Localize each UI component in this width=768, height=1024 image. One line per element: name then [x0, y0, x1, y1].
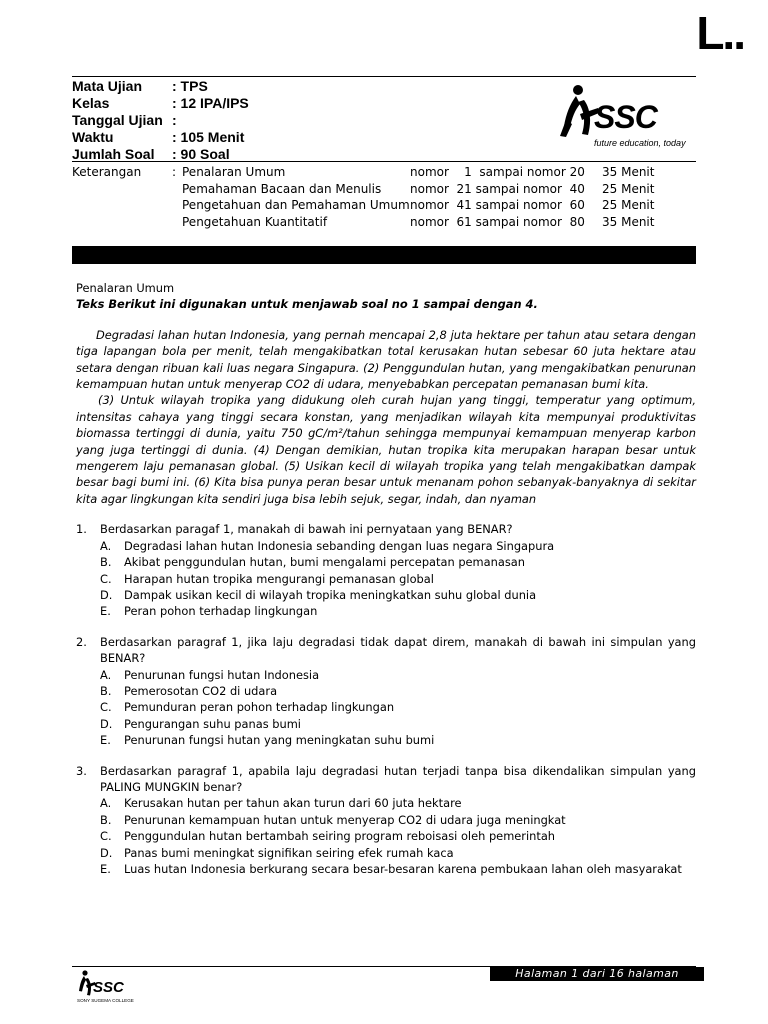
section-instruction: Teks Berikut ini digunakan untuk menjawab soal no 1 sampai dengan 4.	[76, 297, 538, 312]
keterangan-table	[72, 164, 696, 230]
option-text: Kerusakan hutan per tahun akan turun dari 60 juta hektare	[124, 796, 462, 811]
field-value: :	[172, 112, 177, 128]
option-text: Pengurangan suhu panas bumi	[124, 716, 301, 731]
option-text: Pemerosotan CO2 di udara	[124, 683, 278, 698]
svg-text:SSC: SSC	[594, 99, 657, 135]
option[interactable]	[76, 683, 696, 699]
footer-ssc-logo	[76, 968, 142, 1004]
option-text: Penurunan fungsi hutan yang meningkatan suhu bumi	[124, 733, 435, 748]
ssc-logo	[556, 80, 696, 150]
keterangan-time: 25 Menit	[602, 181, 655, 196]
option-text: Akibat penggundulan hutan, bumi mengalami percepatan pemanasan	[124, 555, 525, 570]
field-value: : 12 IPA/IPS	[172, 95, 249, 111]
option-letter: C.	[100, 700, 112, 715]
keterangan-range: nomor 21 sampai nomor 40	[410, 181, 585, 196]
option[interactable]	[76, 587, 696, 603]
keterangan-row	[72, 197, 696, 214]
question-text: Berdasarkan paragraf 1, apabila laju degradasi hutan terjadi tanpa bisa dikendalikan simpulan yang PALING MUNGKIN benar?	[100, 763, 696, 794]
option-letter: C.	[100, 571, 112, 586]
question-number: 1.	[76, 522, 87, 537]
svg-text:SSC: SSC	[93, 979, 124, 996]
question	[76, 521, 696, 619]
option[interactable]	[76, 538, 696, 554]
option-text: Harapan hutan tropika mengurangi pemanasan global	[124, 571, 434, 586]
keterangan-range: nomor 41 sampai nomor 60	[410, 198, 585, 212]
field-value: : 90 Soal	[172, 146, 230, 162]
exam-info-row	[72, 112, 372, 129]
keterangan-subject: Pengetahuan dan Pemahaman Umum	[182, 198, 410, 212]
keterangan-row	[72, 181, 696, 198]
option-text: Degradasi lahan hutan Indonesia sebanding dengan luas negara Singapura	[124, 538, 555, 553]
passage-paragraph: (3) Untuk wilayah tropika yang didukung oleh curah hujan yang tinggi, temperatur yang optimum, intensitas cahaya yang tinggi secara konstan, yang menjadikan wilayah kita mempunyai produktivitas biomassa tertinggi di dunia, yaitu 750 gC/m²/tahun sehingga mempunyai kemampuan menyerap karbon yang juga tertinggi di dunia. (4) Dengan demikian, hutan tropika kita merupakan harapan besar untuk mengerem laju pemanasan global. (5) Usikan kecil di wilayah tropika yang telah mengakibatkan dampak besar bagi bumi ini. (6) Kita bisa punya peran besar untuk menanam pohon sebanyak-banyaknya di sekitar kita agar lingkungan kita sendiri juga bisa lebih sejuk, segar, indah, dan nyaman	[76, 393, 696, 506]
option-letter: A.	[100, 796, 112, 811]
keterangan-range: nomor 61 sampai nomor 80	[410, 214, 585, 229]
section-title: Penalaran Umum	[76, 281, 175, 295]
option[interactable]	[76, 732, 696, 748]
option[interactable]	[76, 699, 696, 715]
option-text: Dampak usikan kecil di wilayah tropika meningkatkan suhu global dunia	[124, 587, 537, 602]
field-label: Mata Ujian	[72, 78, 143, 94]
question	[76, 763, 696, 878]
option-letter: D.	[100, 587, 113, 602]
option[interactable]	[76, 571, 696, 587]
field-value: : 105 Menit	[172, 129, 245, 145]
top-rule	[72, 76, 696, 77]
question-text: Berdasarkan paragraf 1, jika laju degradasi tidak dapat direm, manakah di bawah ini simpulan yang BENAR?	[100, 634, 696, 666]
keterangan-subject: Penalaran Umum	[182, 165, 286, 179]
keterangan-row	[72, 164, 696, 181]
section-separator-bar	[72, 246, 696, 264]
option-text: Pemunduran peran pohon terhadap lingkungan	[124, 700, 395, 715]
field-label: Tanggal Ujian	[72, 112, 163, 128]
exam-info-row	[72, 129, 372, 146]
keterangan-subject: Pemahaman Bacaan dan Menulis	[182, 181, 382, 196]
keterangan-time: 35 Menit	[602, 214, 655, 229]
keterangan-colon: :	[172, 165, 177, 179]
field-value: : TPS	[172, 78, 208, 94]
keterangan-range: nomor 1 sampai nomor 20	[410, 165, 585, 179]
keterangan-subject: Pengetahuan Kuantitatif	[182, 214, 328, 229]
keterangan-row	[72, 214, 696, 231]
option-letter: A.	[100, 667, 112, 682]
option[interactable]	[76, 716, 696, 732]
field-label: Kelas	[72, 95, 110, 111]
svg-text:SONY SUGEMA COLLEGE: SONY SUGEMA COLLEGE	[77, 998, 134, 1003]
option-letter: E.	[100, 862, 111, 876]
field-label: Jumlah Soal	[72, 146, 155, 162]
option-letter: C.	[100, 829, 112, 844]
passage-paragraph: Degradasi lahan hutan Indonesia, yang pernah mencapai 2,8 juta hektare per tahun atau setara dengan tiga lapangan bola per menit, telah mengakibatkan total kerusakan hutan sebesar 60 juta hektare atau setara dengan ribuan kali luas negara Singapura. (2) Penggundulan hutan, yang mengakibatkan penurunan kemampuan hutan untuk menyerap CO2 di udara, menyebabkan percepatan pemanasan bumi kita.	[76, 327, 696, 392]
option[interactable]	[76, 795, 696, 811]
option[interactable]	[76, 667, 696, 683]
option[interactable]	[76, 603, 696, 619]
option-letter: E.	[100, 604, 111, 619]
keterangan-time: 25 Menit	[602, 198, 655, 212]
option[interactable]	[76, 828, 696, 844]
svg-text:future education, today: future education, today	[594, 138, 686, 148]
option[interactable]	[76, 845, 696, 861]
option[interactable]	[76, 554, 696, 570]
info-divider	[72, 161, 696, 162]
exam-info-row	[72, 95, 372, 112]
page-number-label: Halaman 1 dari 16 halaman	[490, 967, 704, 981]
option-text: Peran pohon terhadap lingkungan	[124, 604, 318, 619]
option-list	[76, 538, 696, 620]
option-letter: D.	[100, 845, 113, 860]
option-text: Penurunan kemampuan hutan untuk menyerap CO2 di udara juga meningkat	[124, 812, 566, 827]
option[interactable]	[76, 812, 696, 828]
option-letter: B.	[100, 812, 112, 827]
option-letter: D.	[100, 716, 113, 731]
option-text: Penggundulan hutan bertambah seiring program reboisasi oleh pemerintah	[124, 829, 556, 844]
option-letter: B.	[100, 555, 112, 570]
option-text: Luas hutan Indonesia berkurang secara besar-besaran karena pembukaan lahan oleh masyarakat	[124, 862, 682, 876]
field-label: Waktu	[72, 129, 114, 145]
corner-mark: L..	[696, 7, 744, 59]
question-text: Berdasarkan paragaf 1, manakah di bawah ini pernyataan yang BENAR?	[100, 522, 513, 537]
exam-info	[72, 78, 372, 163]
keterangan-label: Keterangan	[72, 165, 142, 179]
option-letter: E.	[100, 733, 111, 748]
question-content	[76, 280, 696, 877]
option[interactable]	[76, 861, 696, 877]
option-text: Panas bumi meningkat signifikan seiring efek rumah kaca	[124, 845, 454, 860]
question	[76, 634, 696, 749]
option-list	[76, 667, 696, 749]
question-number: 2.	[76, 634, 87, 649]
option-text: Penurunan fungsi hutan Indonesia	[124, 667, 320, 682]
keterangan-time: 35 Menit	[602, 165, 655, 179]
option-letter: B.	[100, 683, 112, 698]
option-letter: A.	[100, 538, 112, 553]
option-list	[76, 795, 696, 877]
question-number: 3.	[76, 763, 87, 778]
exam-info-row	[72, 78, 372, 95]
